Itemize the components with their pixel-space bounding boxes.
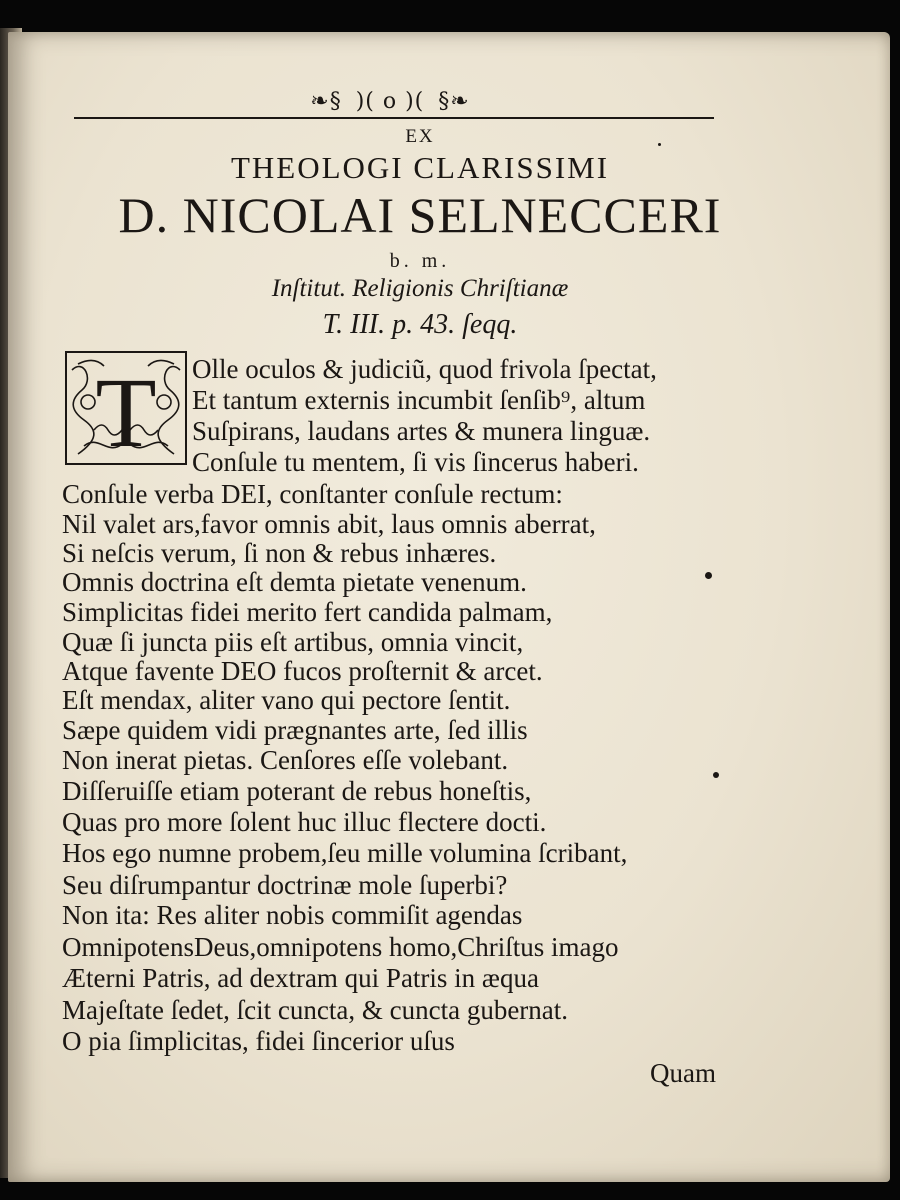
verse-line: Majeſtate ſedet, ſcit cuncta, & cuncta gubernat. xyxy=(62,995,569,1025)
verse-line: Non ita: Res aliter nobis commiſit agendas xyxy=(62,900,523,930)
title-theologi: THEOLOGI CLARISSIMI xyxy=(230,150,610,185)
ornament-left-icon: ❧§ xyxy=(310,88,342,114)
ornament-right-icon: §❧ xyxy=(438,88,470,114)
title-source: Inſtitut. Religionis Chriſtianæ xyxy=(271,275,569,302)
verse-line: Seu diſrumpantur doctrinæ mole ſuperbi? xyxy=(62,870,508,900)
decorated-initial-T-icon xyxy=(64,350,188,466)
verse-line: Omnis doctrina eſt demta pietate venenum. xyxy=(62,567,527,597)
verse-line: Quæ ſi juncta piis eſt artibus, omnia vincit, xyxy=(62,627,524,657)
verse-line: Diſſeruiſſe etiam poterant de rebus honeſtis, xyxy=(62,776,532,806)
catchword: Quam xyxy=(650,1058,716,1088)
title-author-name: D. NICOLAI SELNECCERI xyxy=(118,187,722,243)
verse-line: OmnipotensDeus,omnipotens homo,Chriſtus imago xyxy=(62,932,619,962)
verse-line: Quas pro more ſolent huc illuc flectere docti. xyxy=(62,807,547,837)
ink-speck xyxy=(658,143,661,146)
svg-text:T: T xyxy=(95,357,157,466)
verse-line: Si neſcis verum, ſi non & rebus inhæres. xyxy=(62,538,497,568)
verse-line: Nil valet ars,favor omnis abit, laus omnis aberrat, xyxy=(62,509,596,539)
verse-line: Hos ego numne probem,ſeu mille volumina ſcribant, xyxy=(62,838,628,868)
verse-line: Æterni Patris, ad dextram qui Patris in æqua xyxy=(62,963,539,993)
verse-line: Suſpirans, laudans artes & munera linguæ. xyxy=(192,416,651,446)
verse-line: Eſt mendax, aliter vano qui pectore ſentit. xyxy=(62,685,511,715)
ornament-center: )( o )( xyxy=(355,88,425,114)
verse-line: Sæpe quidem vidi prægnantes arte, ſed illis xyxy=(62,715,528,745)
verse-line: O pia ſimplicitas, fidei ſincerior uſus xyxy=(62,1026,455,1056)
verse-line: Et tantum externis incumbit ſenſib⁹, altum xyxy=(192,385,646,415)
verse-line: Atque favente DEO fucos proſternit & arcet. xyxy=(62,656,543,686)
ink-speck xyxy=(713,772,719,778)
verse-line: Conſule verba DEI, conſtanter conſule rectum: xyxy=(62,479,563,509)
verse-line: Non inerat pietas. Cenſores eſſe volebant. xyxy=(62,745,509,775)
title-bm: b. m. xyxy=(389,250,451,272)
header-rule xyxy=(74,117,714,119)
header-ornament xyxy=(280,86,500,116)
verse-line: Conſule tu mentem, ſi vis ſincerus haberi. xyxy=(192,447,639,477)
title-reference: T. III. p. 43. ſeqq. xyxy=(322,309,518,340)
verse-line: Simplicitas fidei merito fert candida palmam, xyxy=(62,597,553,627)
verse-line: Olle oculos & judiciũ, quod frivola ſpectat, xyxy=(192,354,657,384)
ink-speck xyxy=(705,572,712,579)
title-ex: EX xyxy=(405,126,435,147)
